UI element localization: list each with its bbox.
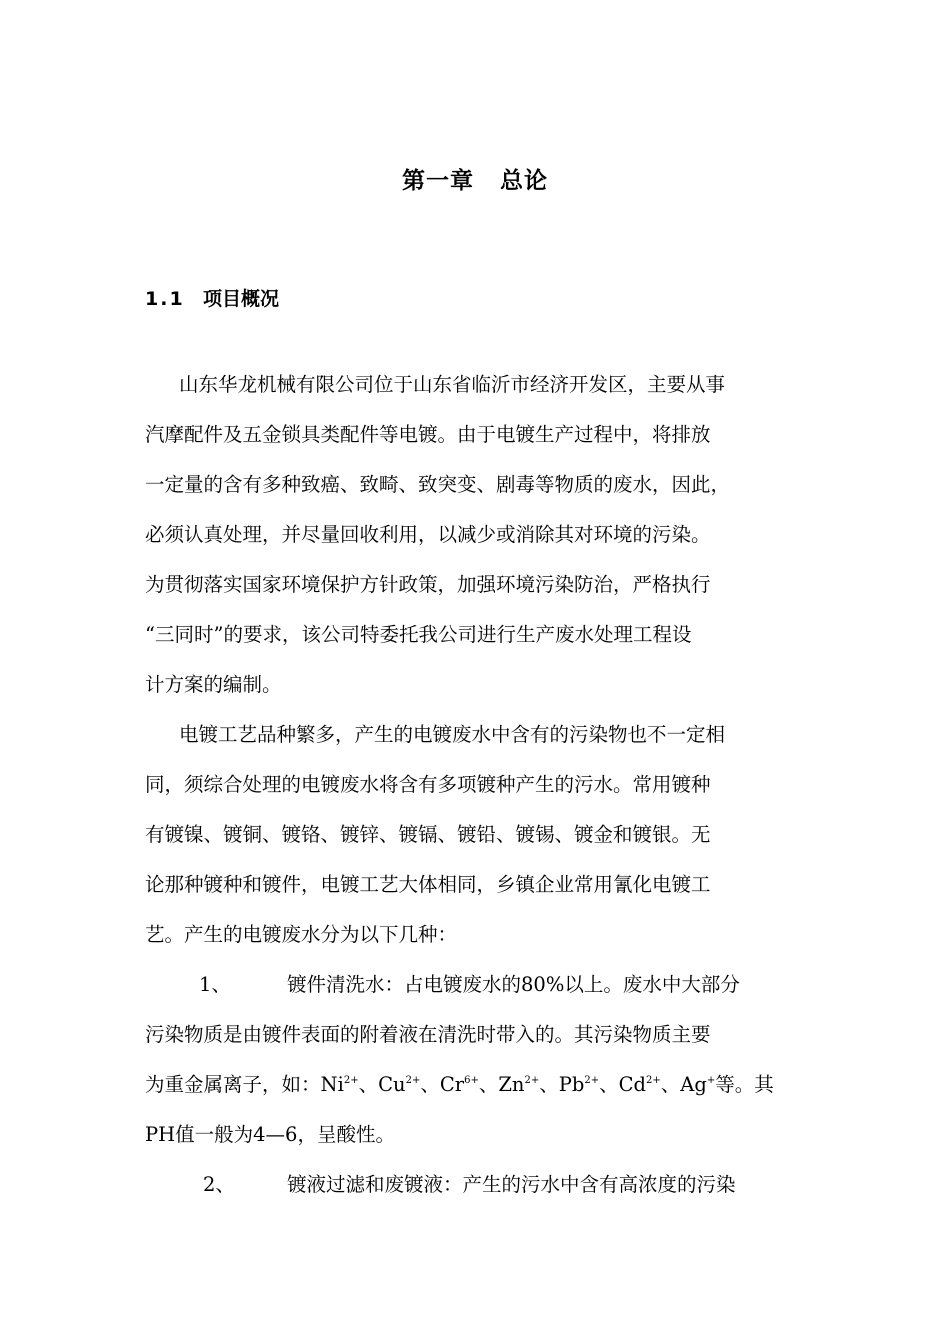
text-line: 必须认真处理，并尽量回收利用，以减少或消除其对环境的污染。 [145,523,711,546]
ion-charge: 2+ [584,1075,600,1086]
text-line: “三同时”的要求，该公司特委托我公司进行生产废水处理工程设 [145,623,692,646]
ion-symbol: Cr [439,1073,465,1096]
ion-list [321,1073,716,1096]
ion-cu [378,1073,440,1096]
text-line: 电镀工艺品种繁多，产生的电镀废水中含有的污染物也不一定相 [179,723,726,746]
ion-symbol: Cu [378,1073,406,1096]
chapter-name: 总论 [500,168,548,194]
text-line: 艺。产生的电镀废水分为以下几种： [145,923,458,946]
ion-symbol: Ni [320,1073,344,1096]
text-line: 计方案的编制。 [145,673,282,696]
ion-separator: 、 [478,1073,499,1096]
paragraph-project-overview [145,360,810,710]
ion-separator: 、 [420,1073,440,1096]
ion-ag [680,1073,715,1096]
ion-symbol: Zn [498,1073,525,1096]
list-item-2 [145,1160,810,1210]
chapter-label: 第一章 [402,168,474,194]
ion-charge: + [706,1075,716,1086]
chapter-title [0,162,950,195]
list-item-text: 镀件清洗水：占电镀废水的80%以上。废水中大部分 [287,973,740,996]
list-item-1 [145,960,810,1160]
ion-separator: 、 [358,1073,379,1096]
section-title: 项目概况 [203,288,280,310]
ion-cd [619,1073,681,1096]
text-line: 为贯彻落实国家环境保护方针政策，加强环境污染防治，严格执行 [145,573,711,596]
ion-separator: 、 [539,1073,559,1096]
paragraph-electroplating-types [145,710,810,960]
ion-pb [559,1073,619,1096]
list-item-text: 镀液过滤和废镀液：产生的污水中含有高浓度的污染 [287,1173,736,1196]
ion-charge: 2+ [524,1075,540,1086]
section-heading [145,284,279,311]
text-line [145,1060,810,1110]
section-number: 1.1 [145,288,185,310]
ion-separator: 、 [660,1073,681,1096]
ion-charge: 2+ [405,1075,421,1086]
text-line: 山东华龙机械有限公司位于山东省临沂市经济开发区，主要从事 [179,373,726,396]
ion-symbol: Pb [558,1073,585,1096]
text-line: 污染物质是由镀件表面的附着液在清洗时带入的。其污染物质主要 [145,1023,711,1046]
ion-charge: 6+ [464,1075,479,1086]
ion-cr [440,1073,499,1096]
ion-line-suffix: 等。其 [715,1073,774,1096]
ion-charge: 2+ [343,1075,359,1086]
text-line: 有镀镍、镀铜、镀铬、镀锌、镀镉、镀铅、镀锡、镀金和镀银。无 [145,823,711,846]
text-line: 论那种镀种和镀件，电镀工艺大体相同，乡镇企业常用氰化电镀工 [145,873,711,896]
ion-ni [321,1073,379,1096]
text-line: 汽摩配件及五金锁具类配件等电镀。由于电镀生产过程中，将排放 [145,423,711,446]
list-number: 1、 [199,973,231,996]
text-line [145,1160,810,1210]
ion-zn [498,1073,558,1096]
list-number: 2、 [203,1173,235,1196]
ion-line-prefix: 为重金属离子，如： [145,1073,321,1096]
ion-charge: 2+ [646,1075,661,1086]
text-line: 一定量的含有多种致癌、致畸、致突变、剧毒等物质的废水，因此， [145,473,731,496]
text-line: 同，须综合处理的电镀废水将含有多项镀种产生的污水。常用镀种 [145,773,711,796]
ion-symbol: Ag [680,1073,707,1096]
text-line: PH值一般为4—6，呈酸性。 [145,1123,395,1146]
ion-symbol: Cd [618,1073,647,1096]
ion-separator: 、 [599,1073,619,1096]
text-line [145,960,810,1010]
